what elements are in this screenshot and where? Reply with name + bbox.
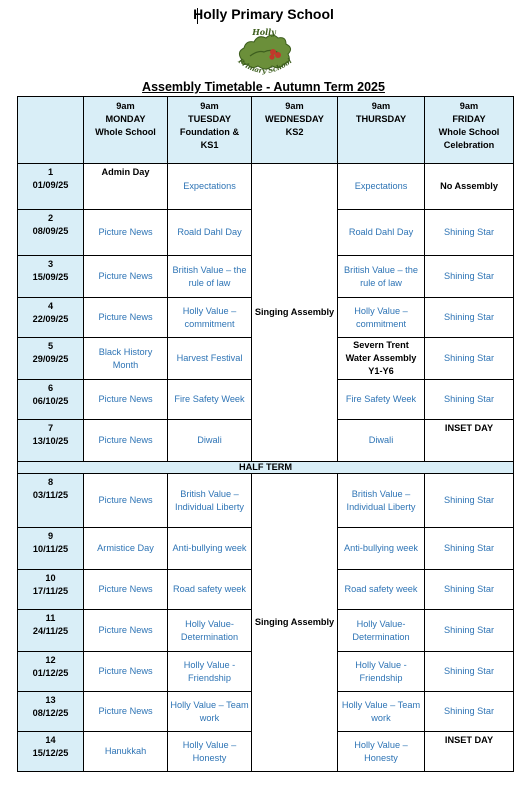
tuesday-cell (168, 474, 252, 528)
friday-cell (425, 420, 514, 462)
friday-cell-text: Shining Star (443, 271, 495, 281)
week-cell-text: 13/10/25 (32, 436, 69, 446)
header-cell-text: Whole School (95, 127, 156, 137)
monday-cell (84, 210, 168, 256)
tuesday-cell (168, 652, 252, 692)
tuesday-cell (168, 338, 252, 380)
tuesday-cell (168, 732, 252, 772)
week-cell (18, 652, 84, 692)
header-cell-text: Foundation & (179, 127, 240, 137)
week-cell-text: 01/09/25 (32, 180, 69, 190)
logo-top-text: Holly (252, 27, 276, 37)
thursday-cell (338, 256, 425, 298)
thursday-cell-text: British Value – Individual Liberty (346, 488, 416, 512)
friday-cell (425, 732, 514, 772)
monday-cell (84, 570, 168, 610)
thursday-cell-text: Severn Trent Water Assembly Y1-Y6 (345, 340, 417, 376)
thursday-cell-text: Holly Value - Friendship (355, 659, 407, 683)
thursday-cell-text: Anti-bullying week (343, 543, 419, 553)
friday-cell-text: No Assembly (440, 181, 498, 191)
monday-cell (84, 692, 168, 732)
assembly-timetable (17, 96, 514, 772)
header-cell (168, 97, 252, 164)
thursday-cell-text: Fire Safety Week (345, 394, 417, 404)
week-cell-text: 8 (47, 477, 54, 487)
thursday-cell (338, 610, 425, 652)
thursday-cell (338, 420, 425, 462)
week-cell-text: 22/09/25 (32, 314, 69, 324)
monday-cell (84, 474, 168, 528)
week-cell-text: 12 (45, 655, 56, 665)
tuesday-cell (168, 692, 252, 732)
thursday-cell (338, 164, 425, 210)
week-cell-text: 11 (45, 613, 56, 623)
thursday-cell-text: Holly Value- Determination (352, 618, 410, 642)
header-cell-text: TUESDAY (187, 114, 232, 124)
week-cell (18, 256, 84, 298)
header-cell-text: 9am (285, 101, 304, 111)
header-cell-text: MONDAY (105, 114, 146, 124)
header-cell-text: Celebration (443, 140, 495, 150)
monday-cell-text: Picture News (98, 495, 153, 505)
week-cell-text: 13 (45, 695, 56, 705)
monday-cell-text: Picture News (98, 227, 153, 237)
friday-cell-text: Shining Star (443, 543, 495, 553)
wednesday-cell-text: Singing Assembly (254, 617, 335, 627)
friday-cell (425, 692, 514, 732)
week-cell-text: 7 (47, 423, 54, 433)
friday-cell-text: Shining Star (443, 666, 495, 676)
header-cell (338, 97, 425, 164)
monday-cell-text: Black History Month (98, 346, 153, 370)
thursday-cell-text: Holly Value – Team work (341, 699, 421, 723)
monday-cell (84, 338, 168, 380)
monday-cell (84, 652, 168, 692)
monday-cell-text: Picture News (98, 706, 153, 716)
wednesday-cell (252, 474, 338, 772)
thursday-cell-text: British Value – the rule of law (344, 264, 418, 288)
friday-cell (425, 652, 514, 692)
tuesday-cell (168, 528, 252, 570)
header-cell-text: 9am (371, 101, 391, 111)
monday-cell (84, 732, 168, 772)
wednesday-cell-text: Singing Assembly (254, 307, 335, 317)
header-cell (425, 97, 514, 164)
week-cell-text: 06/10/25 (32, 396, 69, 406)
week-cell-text: 15/12/25 (32, 748, 69, 758)
tuesday-cell-text: British Value – the rule of law (172, 264, 247, 288)
week-row (18, 164, 514, 210)
week-row (18, 474, 514, 528)
monday-cell (84, 420, 168, 462)
header-cell-text: THURSDAY (355, 114, 407, 124)
week-cell-text: 17/11/25 (32, 586, 69, 596)
week-cell (18, 164, 84, 210)
header-cell-text: KS2 (285, 127, 304, 137)
week-cell-text: 4 (47, 301, 54, 311)
tuesday-cell-text: Expectations (183, 181, 236, 191)
school-name: Holly Primary School (193, 6, 334, 22)
monday-cell-text: Picture News (98, 271, 153, 281)
thursday-cell (338, 692, 425, 732)
week-cell-text: 10 (45, 573, 56, 583)
monday-cell (84, 528, 168, 570)
header-cell (252, 97, 338, 164)
monday-cell (84, 380, 168, 420)
tuesday-cell-text: British Value – Individual Liberty (175, 488, 244, 512)
tuesday-cell (168, 570, 252, 610)
friday-cell-text: Shining Star (443, 227, 495, 237)
monday-cell (84, 610, 168, 652)
thursday-cell (338, 298, 425, 338)
table-title: Assembly Timetable - Autumn Term 2025 (142, 80, 385, 94)
week-cell (18, 570, 84, 610)
friday-cell (425, 338, 514, 380)
friday-cell-text: Shining Star (443, 312, 495, 322)
week-cell-text: 6 (47, 383, 54, 393)
thursday-cell-text: Holly Value – Honesty (354, 739, 408, 763)
week-cell-text: 29/09/25 (32, 354, 69, 364)
thursday-cell (338, 570, 425, 610)
week-cell (18, 380, 84, 420)
friday-cell (425, 256, 514, 298)
wednesday-cell (252, 164, 338, 462)
friday-cell (425, 528, 514, 570)
tuesday-cell-text: Fire Safety Week (174, 394, 245, 404)
tuesday-cell (168, 420, 252, 462)
monday-cell (84, 164, 168, 210)
week-cell-text: 2 (47, 213, 54, 223)
week-cell-text: 15/09/25 (32, 272, 69, 282)
friday-cell-text: Shining Star (443, 495, 495, 505)
header-cell-text: Whole School (438, 127, 500, 137)
week-cell (18, 210, 84, 256)
friday-cell-text: Shining Star (443, 625, 495, 635)
monday-cell-text: Armistice Day (97, 543, 154, 553)
monday-cell-text: Picture News (98, 666, 153, 676)
tuesday-cell (168, 210, 252, 256)
friday-cell-text: Shining Star (443, 706, 495, 716)
friday-cell-text: INSET DAY (444, 423, 494, 433)
half-term-label (18, 462, 514, 474)
school-logo (228, 22, 300, 80)
friday-cell (425, 210, 514, 256)
tuesday-cell-text: Road safety week (172, 584, 247, 594)
monday-cell-text: Picture News (98, 625, 153, 635)
friday-cell-text: Shining Star (443, 394, 495, 404)
tuesday-cell-text: Holly Value - Friendship (183, 659, 236, 683)
week-cell-text: 08/12/25 (32, 708, 69, 718)
week-cell-text: 1 (47, 167, 54, 177)
thursday-cell (338, 338, 425, 380)
monday-cell-text: Picture News (98, 584, 153, 594)
tuesday-cell (168, 380, 252, 420)
week-cell-text: 24/11/25 (32, 626, 69, 636)
tuesday-cell (168, 256, 252, 298)
thursday-cell-text: Diwali (368, 435, 394, 445)
tuesday-cell-text: Holly Value – Honesty (182, 739, 237, 763)
friday-cell-text: Shining Star (443, 353, 495, 363)
friday-cell-text: INSET DAY (444, 735, 494, 745)
header-cell (18, 97, 84, 164)
header-cell (84, 97, 168, 164)
thursday-cell-text: Holly Value – commitment (354, 305, 408, 329)
tuesday-cell-text: Harvest Festival (176, 353, 243, 363)
friday-cell (425, 298, 514, 338)
monday-cell-text: Picture News (98, 435, 153, 445)
header-cell-text: 9am (116, 101, 135, 111)
tuesday-cell-text: Roald Dahl Day (177, 227, 242, 237)
header-cell-text: FRIDAY (452, 114, 486, 124)
thursday-cell (338, 210, 425, 256)
header-cell-text: KS1 (200, 140, 219, 150)
thursday-cell (338, 528, 425, 570)
week-cell-text: 9 (47, 531, 54, 541)
friday-cell (425, 164, 514, 210)
thursday-cell (338, 380, 425, 420)
thursday-cell (338, 732, 425, 772)
monday-cell-text: Picture News (98, 394, 153, 404)
tuesday-cell-text: Anti-bullying week (172, 543, 247, 553)
week-cell-text: 10/11/25 (32, 544, 69, 554)
thursday-cell-text: Road safety week (344, 584, 418, 594)
friday-cell (425, 474, 514, 528)
tuesday-cell (168, 298, 252, 338)
half-term-label-text: HALF TERM (238, 462, 293, 472)
tuesday-cell (168, 610, 252, 652)
header-cell-text: 9am (200, 101, 219, 111)
friday-cell (425, 380, 514, 420)
monday-cell-text: Picture News (98, 312, 153, 322)
logo-bottom-text: Primary School (236, 56, 294, 76)
tuesday-cell-text: Holly Value – commitment (182, 305, 237, 329)
tuesday-cell-text: Diwali (197, 435, 222, 445)
tuesday-cell (168, 164, 252, 210)
week-cell (18, 610, 84, 652)
monday-cell (84, 256, 168, 298)
week-cell-text: 08/09/25 (32, 226, 69, 236)
week-cell-text: 3 (47, 259, 54, 269)
week-cell (18, 338, 84, 380)
week-cell-text: 5 (47, 341, 54, 351)
friday-cell (425, 570, 514, 610)
thursday-cell-text: Expectations (354, 181, 408, 191)
week-cell-text: 03/11/25 (32, 490, 69, 500)
week-cell (18, 732, 84, 772)
monday-cell (84, 298, 168, 338)
friday-cell-text: Shining Star (443, 584, 495, 594)
thursday-cell (338, 652, 425, 692)
week-cell (18, 692, 84, 732)
week-cell (18, 298, 84, 338)
monday-cell-text: Admin Day (101, 167, 150, 177)
week-cell (18, 528, 84, 570)
friday-cell (425, 610, 514, 652)
header-cell-text: 9am (459, 101, 479, 111)
tuesday-cell-text: Holly Value – Team work (170, 699, 249, 723)
week-cell (18, 474, 84, 528)
week-cell (18, 420, 84, 462)
week-cell-text: 01/12/25 (32, 668, 69, 678)
half-term-row (18, 462, 514, 474)
tuesday-cell-text: Holly Value- Determination (180, 618, 239, 642)
thursday-cell-text: Roald Dahl Day (348, 227, 414, 237)
monday-cell-text: Hanukkah (104, 746, 147, 756)
thursday-cell (338, 474, 425, 528)
header-cell-text: WEDNESDAY (265, 114, 324, 124)
week-cell-text: 14 (45, 735, 56, 745)
header-row (18, 97, 514, 164)
